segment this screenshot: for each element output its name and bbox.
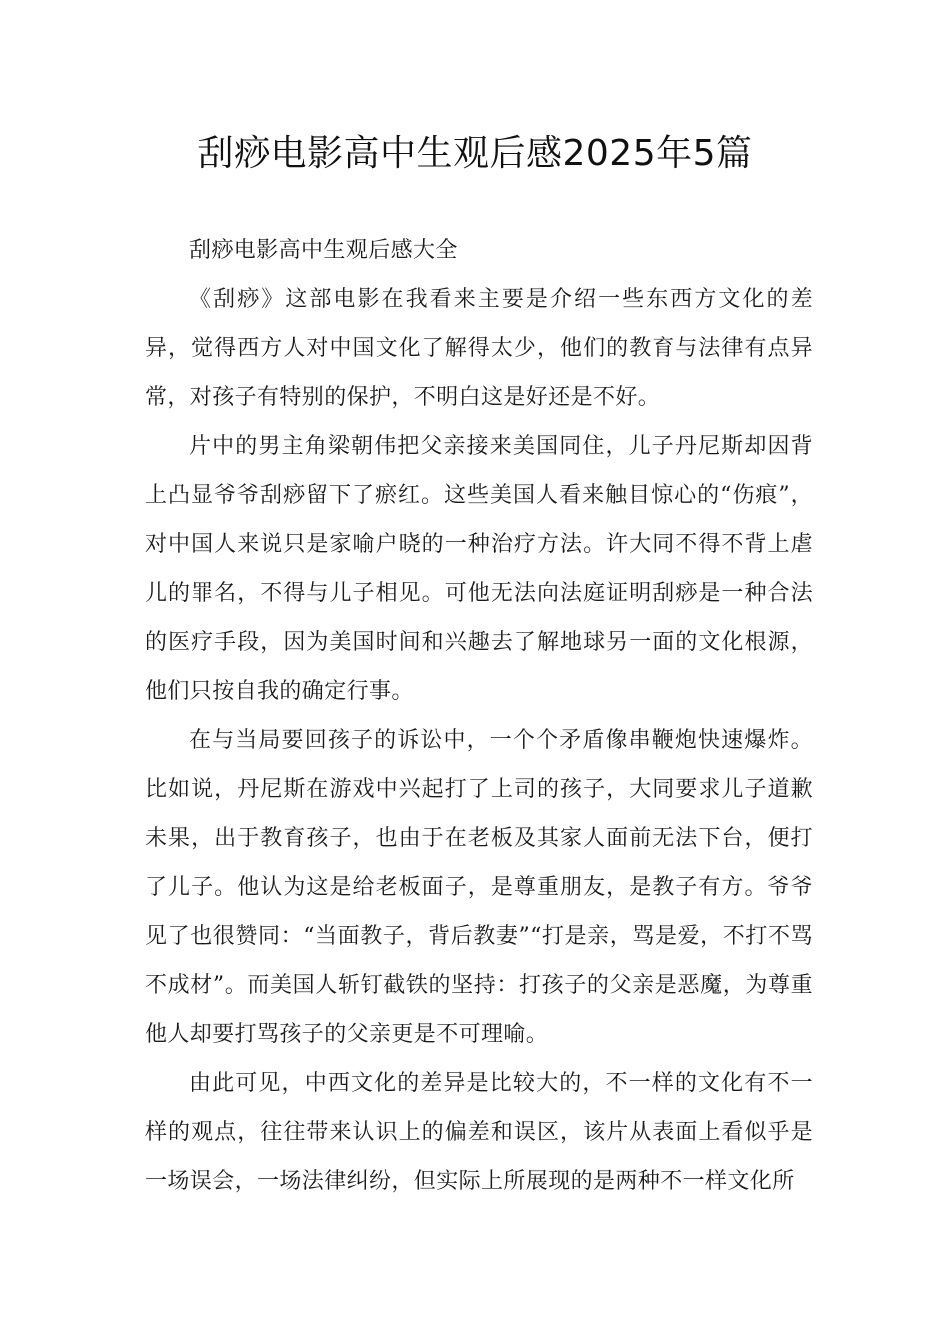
- body-paragraph: 由此可见，中西文化的差异是比较大的，不一样的文化有不一样的观点，往往带来认识上的偏差和误区，该片从表面上看似乎是一场误会，一场法律纠纷，但实际上所展现的是两种不一样文化所: [145, 1071, 813, 1194]
- body-paragraph: 片中的男主角梁朝伟把父亲接来美国同住，儿子丹尼斯却因背上凸显爷爷刮痧留下了瘀红。这些美国人看来触目惊心的“伤痕”，对中国人来说只是家喻户晓的一种治疗方法。许大同不得不背上虐儿的罪名，不得与儿子相见。可他无法向法庭证明刮痧是一种合法的医疗手段，因为美国时间和兴趣去了解地球另一面的文化根源，他们只按自我的确定行事。: [145, 434, 813, 704]
- document-body: [145, 226, 813, 1206]
- body-paragraph: 《刮痧》这部电影在我看来主要是介绍一些东西方文化的差异，觉得西方人对中国文化了解得太少，他们的教育与法律有点异常，对孩子有特别的保护，不明白这是好还是不好。: [145, 287, 813, 410]
- document-title: 刮痧电影高中生观后感2025年5篇: [197, 133, 753, 174]
- subtitle-paragraph: 刮痧电影高中生观后感大全: [189, 238, 458, 263]
- body-paragraph: 在与当局要回孩子的诉讼中，一个个矛盾像串鞭炮快速爆炸。比如说，丹尼斯在游戏中兴起打了上司的孩子，大同要求儿子道歉未果，出于教育孩子，也由于在老板及其家人面前无法下台，便打了儿子。他认为这是给老板面子，是尊重朋友，是教子有方。爷爷见了也很赞同：“当面教子，背后教妻”“打是亲，骂是爱，不打不骂不成材”。而美国人斩钉截铁的坚持：打孩子的父亲是恶魔，为尊重他人却要打骂孩子的父亲更是不可理喻。: [145, 728, 813, 1047]
